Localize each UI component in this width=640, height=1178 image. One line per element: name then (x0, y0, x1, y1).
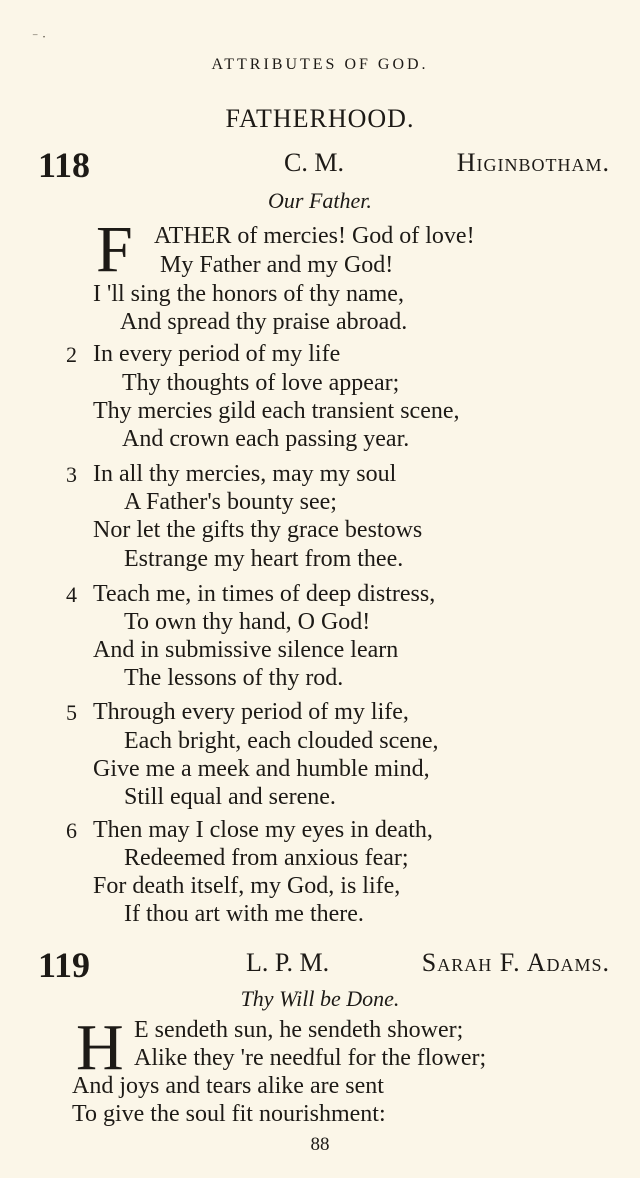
verse-line: To give the soul fit nourishment: (72, 1101, 386, 1127)
stanza-number: 6 (66, 818, 77, 843)
verse-line: Nor let the gifts thy grace bestows (93, 517, 423, 543)
verse-line: In every period of my life (93, 341, 341, 367)
verse-line: My Father and my God! (160, 252, 394, 278)
stanza-number: 2 (66, 342, 77, 367)
corner-mark: ⁻ · (32, 30, 46, 44)
hymn-number: 118 (38, 145, 91, 185)
hymn-subtitle: Thy Will be Done. (240, 986, 400, 1011)
verse-line: ATHER of mercies! God of love! (154, 223, 475, 249)
verse-line: And crown each passing year. (122, 426, 410, 452)
verse-line: Teach me, in times of deep distress, (93, 581, 436, 607)
verse-line: Still equal and serene. (124, 784, 336, 810)
verse-line: Alike they 're needful for the flower; (134, 1045, 487, 1071)
verse-line: And spread thy praise abroad. (120, 309, 408, 335)
verse-line: In all thy mercies, may my soul (93, 461, 397, 487)
drop-cap: F (96, 213, 133, 286)
hymn-author: Higinbotham. (456, 148, 610, 177)
verse-line: To own thy hand, O God! (124, 609, 371, 635)
verse-line: Through every period of my life, (93, 699, 409, 725)
verse-line: Each bright, each clouded scene, (124, 728, 439, 754)
hymn-meter: L. P. M. (246, 948, 330, 977)
verse-line: Give me a meek and humble mind, (93, 756, 430, 782)
verse-line: E sendeth sun, he sendeth shower; (134, 1017, 464, 1043)
running-head: ATTRIBUTES OF GOD. (211, 56, 429, 73)
hymn-119-header (38, 944, 610, 984)
verse-line: Estrange my heart from thee. (124, 546, 404, 572)
verse-line: Thy mercies gild each transient scene, (93, 398, 460, 424)
page-number: 88 (310, 1134, 330, 1155)
verse-line: A Father's bounty see; (124, 489, 337, 515)
verse-line: I 'll sing the honors of thy name, (93, 281, 404, 307)
stanza-number: 4 (66, 582, 77, 607)
stanza-number: 3 (66, 462, 77, 487)
hymn-number: 119 (38, 945, 91, 985)
verse-line: Thy thoughts of love appear; (122, 370, 400, 396)
verse-line: The lessons of thy rod. (124, 665, 344, 691)
hymn-subtitle: Our Father. (268, 188, 372, 213)
section-title: FATHERHOOD. (225, 104, 415, 133)
verse-line: Then may I close my eyes in death, (93, 817, 433, 843)
hymn-118-header (38, 144, 610, 184)
verse-line: And in submissive silence learn (93, 637, 399, 663)
verse-line: Redeemed from anxious fear; (124, 845, 409, 871)
hymn-author: Sarah F. Adams. (421, 948, 610, 977)
hymn-meter: C. M. (284, 148, 344, 177)
verse-line: And joys and tears alike are sent (72, 1073, 384, 1099)
verse-line: If thou art with me there. (124, 901, 364, 927)
stanza-number: 5 (66, 700, 77, 725)
drop-cap: H (76, 1011, 124, 1084)
verse-line: For death itself, my God, is life, (93, 873, 401, 899)
